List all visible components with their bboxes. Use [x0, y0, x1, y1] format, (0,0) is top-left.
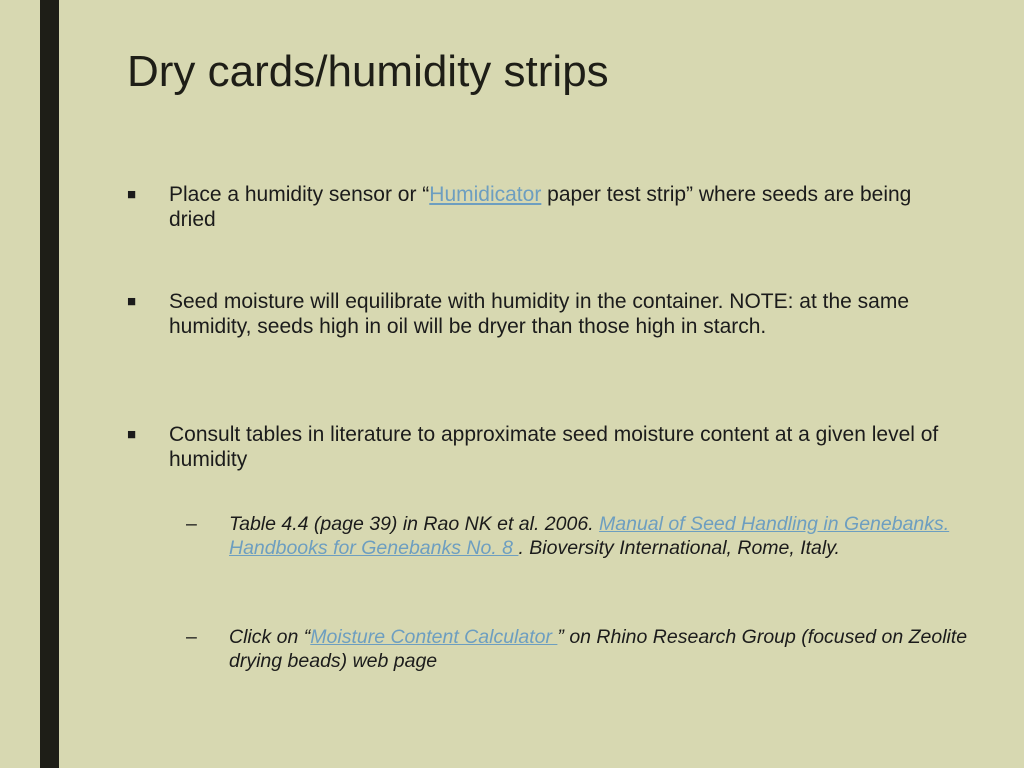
subbullet-text-after: ” on Rhino Research Group (focused on Zeolite drying beads) web page	[229, 626, 968, 672]
dash-bullet-icon: –	[186, 513, 197, 535]
square-bullet-icon: ■	[127, 186, 137, 203]
moisture-calculator-link[interactable]: Moisture Content Calculator	[310, 626, 558, 648]
slide-title: Dry cards/humidity strips	[127, 47, 609, 96]
subbullet-text-before: Click on “	[229, 626, 311, 648]
subbullet-text	[229, 512, 969, 560]
bullet-text: Consult tables in literature to approximate seed moisture content at a given level of humidity	[169, 423, 939, 471]
humidicator-link[interactable]: Humidicator	[429, 183, 542, 206]
subbullet-text	[229, 625, 969, 673]
square-bullet-icon: ■	[127, 293, 137, 310]
bullet-text-after: paper test strip” where seeds are being dried	[169, 183, 912, 231]
bullet-text-before: Place a humidity sensor or “	[169, 183, 430, 206]
seed-handling-manual-link[interactable]: Manual of Seed Handling in Genebanks. Handbooks for Genebanks No. 8	[229, 513, 950, 559]
square-bullet-icon: ■	[127, 426, 137, 443]
dash-bullet-icon: –	[186, 626, 197, 648]
left-accent-bar	[40, 0, 59, 768]
bullet-text	[169, 182, 939, 232]
bullet-text: Seed moisture will equilibrate with humidity in the container. NOTE: at the same humidity, seeds high in oil will be dryer than those high in starch.	[169, 290, 910, 338]
subbullet-text-before: Table 4.4 (page 39) in Rao NK et al. 2006.	[229, 513, 600, 535]
subbullet-text-after: . Bioversity International, Rome, Italy.	[518, 537, 840, 559]
